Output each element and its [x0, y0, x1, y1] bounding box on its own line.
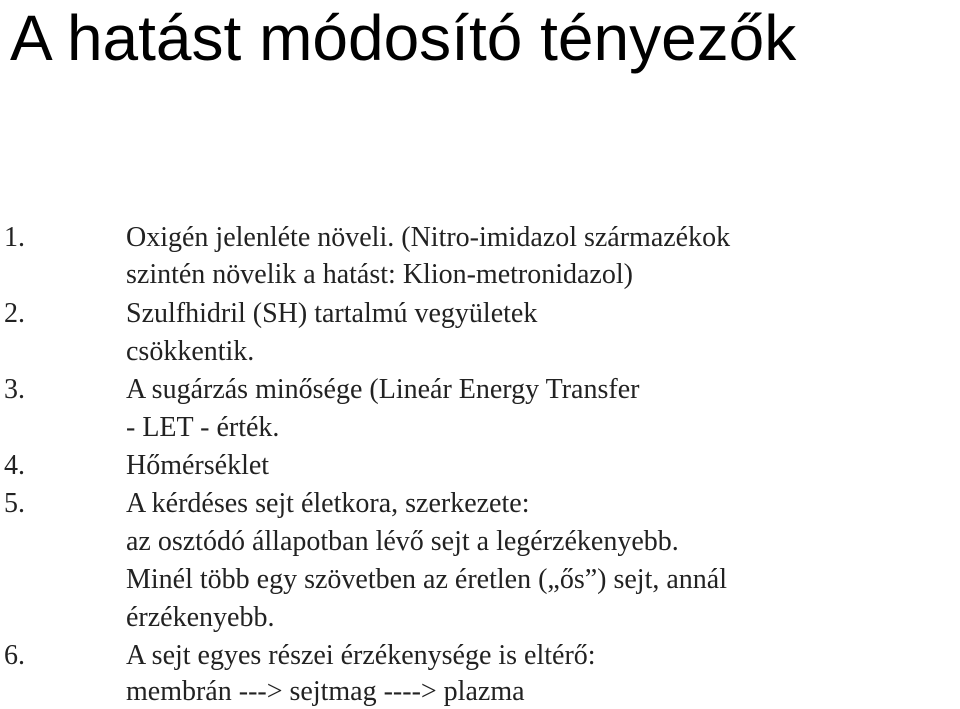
list-item-text: - LET - érték.	[126, 412, 280, 443]
list-item-text: membrán ---> sejtmag ----> plazma	[126, 676, 525, 707]
slide-title: A hatást módosító tényezők	[10, 2, 797, 74]
list-item-text: Hőmérséklet	[126, 450, 270, 481]
list-item-text: érzékenyebb.	[126, 602, 275, 633]
list-item-number: 6.	[4, 640, 25, 671]
list-item-text: Szulfhidril (SH) tartalmú vegyületek	[126, 298, 538, 329]
list-item-text: A kérdéses sejt életkora, szerkezete:	[126, 488, 530, 519]
list-item-text: A sejt egyes részei érzékenysége is eltérő:	[126, 640, 596, 671]
list-item-number: 4.	[4, 450, 25, 481]
list-item-text: Oxigén jelenléte növeli. (Nitro-imidazol származékok	[126, 222, 731, 253]
list-item-number: 1.	[4, 222, 25, 253]
list-item-text: csökkentik.	[126, 336, 255, 367]
list-item-text: az osztódó állapotban lévő sejt a legérzékenyebb.	[126, 526, 679, 557]
list-item-text: Minél több egy szövetben az éretlen („ős”) sejt, annál	[126, 564, 727, 595]
list-item-number: 2.	[4, 298, 25, 329]
list-item-number: 5.	[4, 488, 25, 519]
list-item-text: szintén növelik a hatást: Klion-metronidazol)	[126, 259, 633, 290]
list-item-text: A sugárzás minősége (Lineár Energy Transfer	[126, 374, 640, 405]
list-item-number: 3.	[4, 374, 25, 405]
